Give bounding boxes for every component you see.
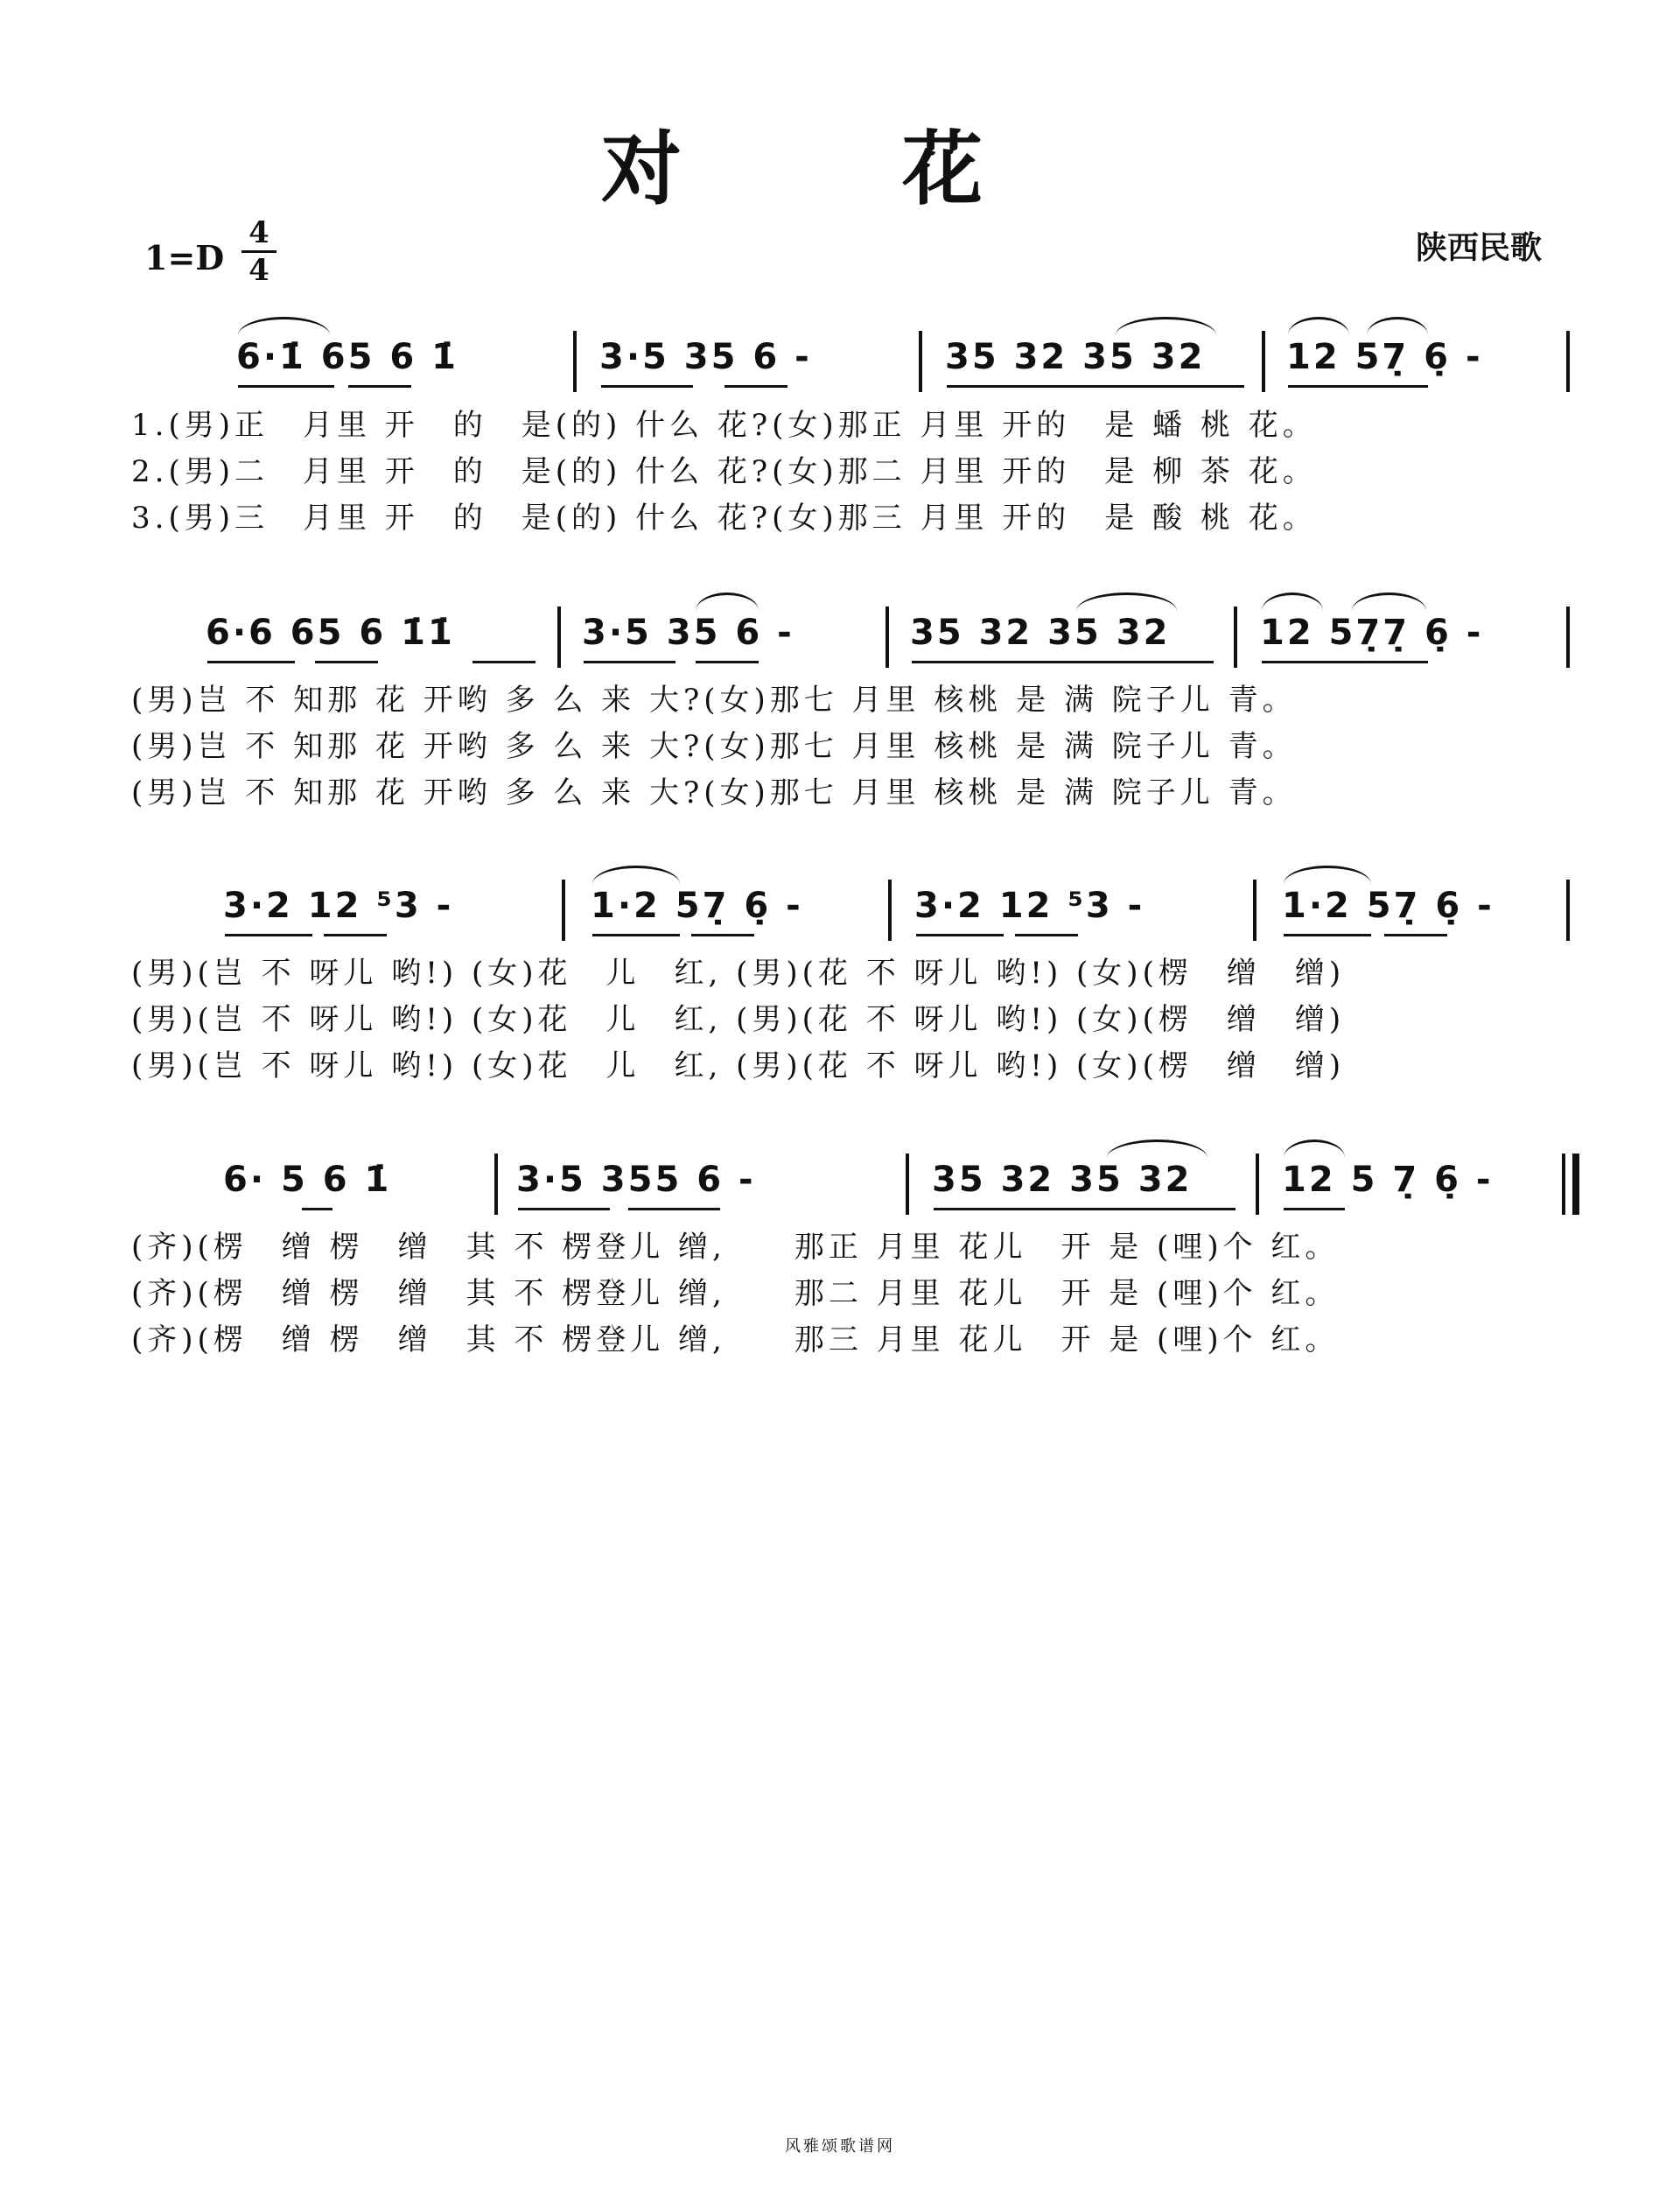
beam-underline bbox=[1015, 934, 1078, 936]
beam-underline bbox=[302, 1208, 332, 1210]
lyric-line: 1.(男)正 月里 开 的 是(的) 什么 花?(女)那正 月里 开的 是 蟠 桃 花。 bbox=[131, 408, 1317, 443]
slur bbox=[238, 317, 330, 335]
beam-underline bbox=[584, 661, 676, 663]
barline bbox=[1566, 331, 1570, 392]
song-title: 对 花 bbox=[600, 123, 1080, 216]
time-signature-bottom: 4 bbox=[242, 250, 276, 288]
lyric-line: (男)(岂 不 呀儿 哟!) (女)花 儿 红, (男)(花 不 呀儿 哟!) (女)(楞 缯 缯) bbox=[131, 1048, 1346, 1083]
slur bbox=[1284, 1140, 1345, 1158]
measure: 35 32 35 32 bbox=[932, 1160, 1193, 1200]
barline bbox=[906, 1154, 909, 1215]
final-barline bbox=[1572, 1154, 1579, 1215]
lyric-line: 2.(男)二 月里 开 的 是(的) 什么 花?(女)那二 月里 开的 是 柳 茶 花。 bbox=[131, 454, 1317, 489]
measure: 12 57̣ 6̣ - bbox=[1286, 337, 1483, 377]
beam-underline bbox=[696, 661, 759, 663]
beam-underline bbox=[934, 1208, 1236, 1210]
beam-underline bbox=[472, 661, 536, 663]
barline bbox=[1562, 1154, 1565, 1215]
barline bbox=[1256, 1154, 1259, 1215]
lyric-line: (男)岂 不 知那 花 开哟 多 么 来 大?(女)那七 月里 核桃 是 满 院子儿 青。 bbox=[131, 683, 1297, 718]
song-origin: 陕西民歌 bbox=[1416, 230, 1543, 266]
barline bbox=[1566, 607, 1570, 668]
footer-watermark: 风雅颂歌谱网 bbox=[785, 2137, 895, 2156]
measure: 6·1̇ 65 6 1̇ bbox=[236, 337, 458, 377]
time-signature bbox=[242, 215, 276, 288]
beam-underline bbox=[1284, 1208, 1345, 1210]
beam-underline bbox=[691, 934, 754, 936]
beam-underline bbox=[724, 385, 788, 388]
beam-underline bbox=[592, 934, 680, 936]
time-signature-top: 4 bbox=[248, 215, 270, 250]
measure: 3·5 355 6 - bbox=[516, 1160, 756, 1200]
measure: 6· 5 6 1̇ bbox=[223, 1160, 392, 1200]
measure: 3·5 35 6 - bbox=[582, 613, 794, 653]
lyric-line: (男)岂 不 知那 花 开哟 多 么 来 大?(女)那七 月里 核桃 是 满 院子儿 青。 bbox=[131, 775, 1297, 810]
slur bbox=[1107, 1140, 1208, 1158]
barline bbox=[494, 1154, 498, 1215]
beam-underline bbox=[348, 385, 411, 388]
measure: 35 32 35 32 bbox=[945, 337, 1206, 377]
notation-row bbox=[0, 886, 1680, 938]
measure: 35 32 35 32 bbox=[910, 613, 1171, 653]
measure: 3·5 35 6 - bbox=[599, 337, 812, 377]
lyric-line: 3.(男)三 月里 开 的 是(的) 什么 花?(女)那三 月里 开的 是 酸 桃 花。 bbox=[131, 501, 1317, 536]
lyric-line: (齐)(楞 缯 楞 缯 其 不 楞登儿 缯, 那二 月里 花儿 开 是 (哩)个 红。 bbox=[131, 1276, 1340, 1311]
beam-underline bbox=[225, 934, 312, 936]
notation-row bbox=[0, 613, 1680, 665]
barline bbox=[886, 607, 889, 668]
barline bbox=[1253, 880, 1256, 941]
beam-underline bbox=[1262, 661, 1428, 663]
beam-underline bbox=[238, 385, 334, 388]
barline bbox=[562, 880, 565, 941]
measure: 12 5 7̣ 6̣ - bbox=[1282, 1160, 1494, 1200]
slur bbox=[1367, 317, 1428, 335]
slur bbox=[1284, 866, 1371, 884]
lyric-line: (齐)(楞 缯 楞 缯 其 不 楞登儿 缯, 那正 月里 花儿 开 是 (哩)个 红。 bbox=[131, 1230, 1340, 1265]
beam-underline bbox=[207, 661, 295, 663]
measure: 1·2 57̣ 6̣ - bbox=[1282, 886, 1494, 926]
barline bbox=[1262, 331, 1265, 392]
slur bbox=[1262, 593, 1323, 611]
beam-underline bbox=[1288, 385, 1428, 388]
notation-row bbox=[0, 337, 1680, 389]
notation-row bbox=[0, 1160, 1680, 1212]
lyric-line: (男)(岂 不 呀儿 哟!) (女)花 儿 红, (男)(花 不 呀儿 哟!) (女)(楞 缯 缯) bbox=[131, 1002, 1346, 1037]
beam-underline bbox=[628, 1208, 720, 1210]
measure: 3·2 12 ⁵3 - bbox=[223, 886, 454, 926]
slur bbox=[696, 593, 759, 611]
beam-underline bbox=[912, 661, 1214, 663]
measure: 1·2 57̣ 6̣ - bbox=[591, 886, 803, 926]
lyric-line: (男)岂 不 知那 花 开哟 多 么 来 大?(女)那七 月里 核桃 是 满 院子儿 青。 bbox=[131, 729, 1297, 764]
barline bbox=[919, 331, 922, 392]
barline bbox=[557, 607, 561, 668]
beam-underline bbox=[315, 661, 378, 663]
key-signature: 1=D bbox=[144, 238, 225, 277]
beam-underline bbox=[518, 1208, 610, 1210]
beam-underline bbox=[1284, 934, 1371, 936]
measure: 12 57̣7̣ 6̣ - bbox=[1260, 613, 1484, 653]
barline bbox=[573, 331, 577, 392]
beam-underline bbox=[947, 385, 1244, 388]
lyric-line: (男)(岂 不 呀儿 哟!) (女)花 儿 红, (男)(花 不 呀儿 哟!) (女)(楞 缯 缯) bbox=[131, 956, 1346, 991]
lyric-line: (齐)(楞 缯 楞 缯 其 不 楞登儿 缯, 那三 月里 花儿 开 是 (哩)个 红。 bbox=[131, 1322, 1340, 1357]
barline bbox=[888, 880, 892, 941]
measure: 3·2 12 ⁵3 - bbox=[914, 886, 1145, 926]
slur bbox=[1352, 593, 1426, 611]
slur bbox=[1288, 317, 1349, 335]
slur bbox=[1076, 593, 1177, 611]
beam-underline bbox=[324, 934, 387, 936]
beam-underline bbox=[601, 385, 693, 388]
barline bbox=[1566, 880, 1570, 941]
slur bbox=[1116, 317, 1216, 335]
beam-underline bbox=[916, 934, 1004, 936]
beam-underline bbox=[1384, 934, 1447, 936]
barline bbox=[1234, 607, 1237, 668]
slur bbox=[592, 866, 680, 884]
measure: 6·6 65 6 1̇1̇ bbox=[206, 613, 455, 653]
